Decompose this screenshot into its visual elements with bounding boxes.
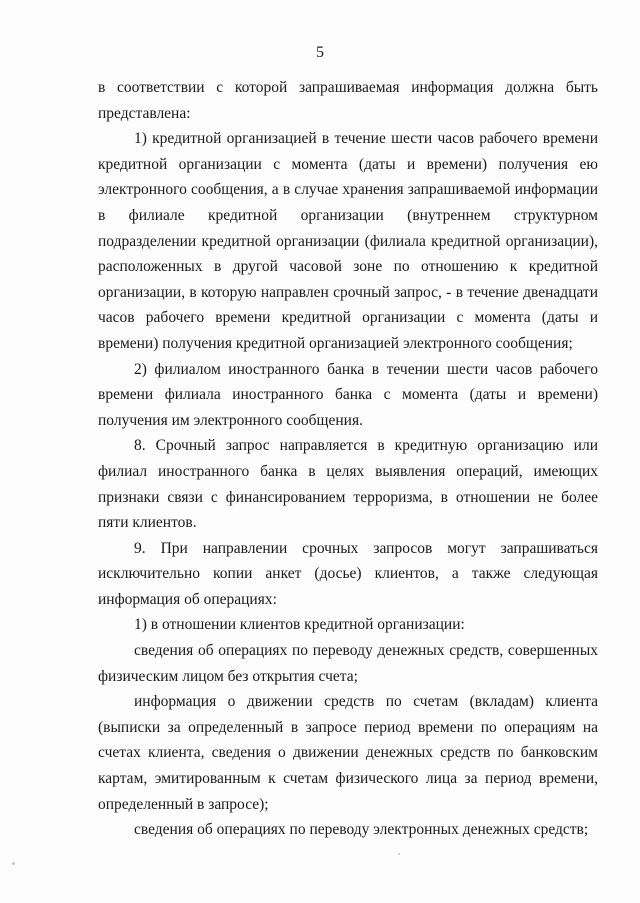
paragraph-item-1-credit-org: 1) кредитной организацией в течение шести часов рабочего времени кредитной организации с момента (даты и времени) получения ею электронного сообщения, а в случае хранения запрашиваемой информации в филиале кредитной организации (внутреннем структурном подразделении кредитной организации (филиала кредитной организации), расположенных в другой часовой зоне по отношению к кредитной организации, в которую направлен срочный запрос, - в течение двенадцати часов рабочего времени кредитной организации с момента (даты и времени) получения кредитной организацией электронного сообщения; — [98, 130, 598, 352]
paragraph-item-2-foreign-bank: 2) филиалом иностранного банка в течении шести часов рабочего времени филиала иностранного банка с момента (даты и времени) получения им электронного сообщения. — [98, 360, 598, 429]
scan-speck — [12, 862, 15, 865]
paragraph-transfers-without-account: сведения об операциях по переводу денежных средств, совершенных физическим лицом без открытия счета; — [98, 642, 598, 685]
paragraph-electronic-money-transfers: сведения об операциях по переводу электронных денежных средств; — [134, 821, 589, 839]
paragraph-clause-9-item-1: 1) в отношении клиентов кредитной организации: — [134, 616, 465, 634]
scan-speck — [398, 853, 400, 855]
paragraph-account-movements: информация о движении средств по счетам (вкладам) клиента (выписки за определенный в запросе период времени по операциям на счетах клиента, сведения о движении денежных средств по банковским картам, эмитированным к счетам физического лица за период времени, определенный в запросе); — [98, 693, 598, 813]
document-body — [98, 75, 598, 843]
page-number: 5 — [316, 44, 324, 61]
paragraph-clause-9: 9. При направлении срочных запросов могут запрашиваться исключительно копии анкет (досье) клиентов, а также следующая информация об операциях: — [98, 539, 598, 608]
paragraph-clause-8: 8. Срочный запрос направляется в кредитную организацию или филиал иностранного банка в целях выявления операций, имеющих признаки связи с финансированием терроризма, в отношении не более пяти клиентов. — [98, 437, 598, 532]
paragraph-continuation: в соответствии с которой запрашиваемая информация должна быть представлена: — [98, 79, 598, 122]
